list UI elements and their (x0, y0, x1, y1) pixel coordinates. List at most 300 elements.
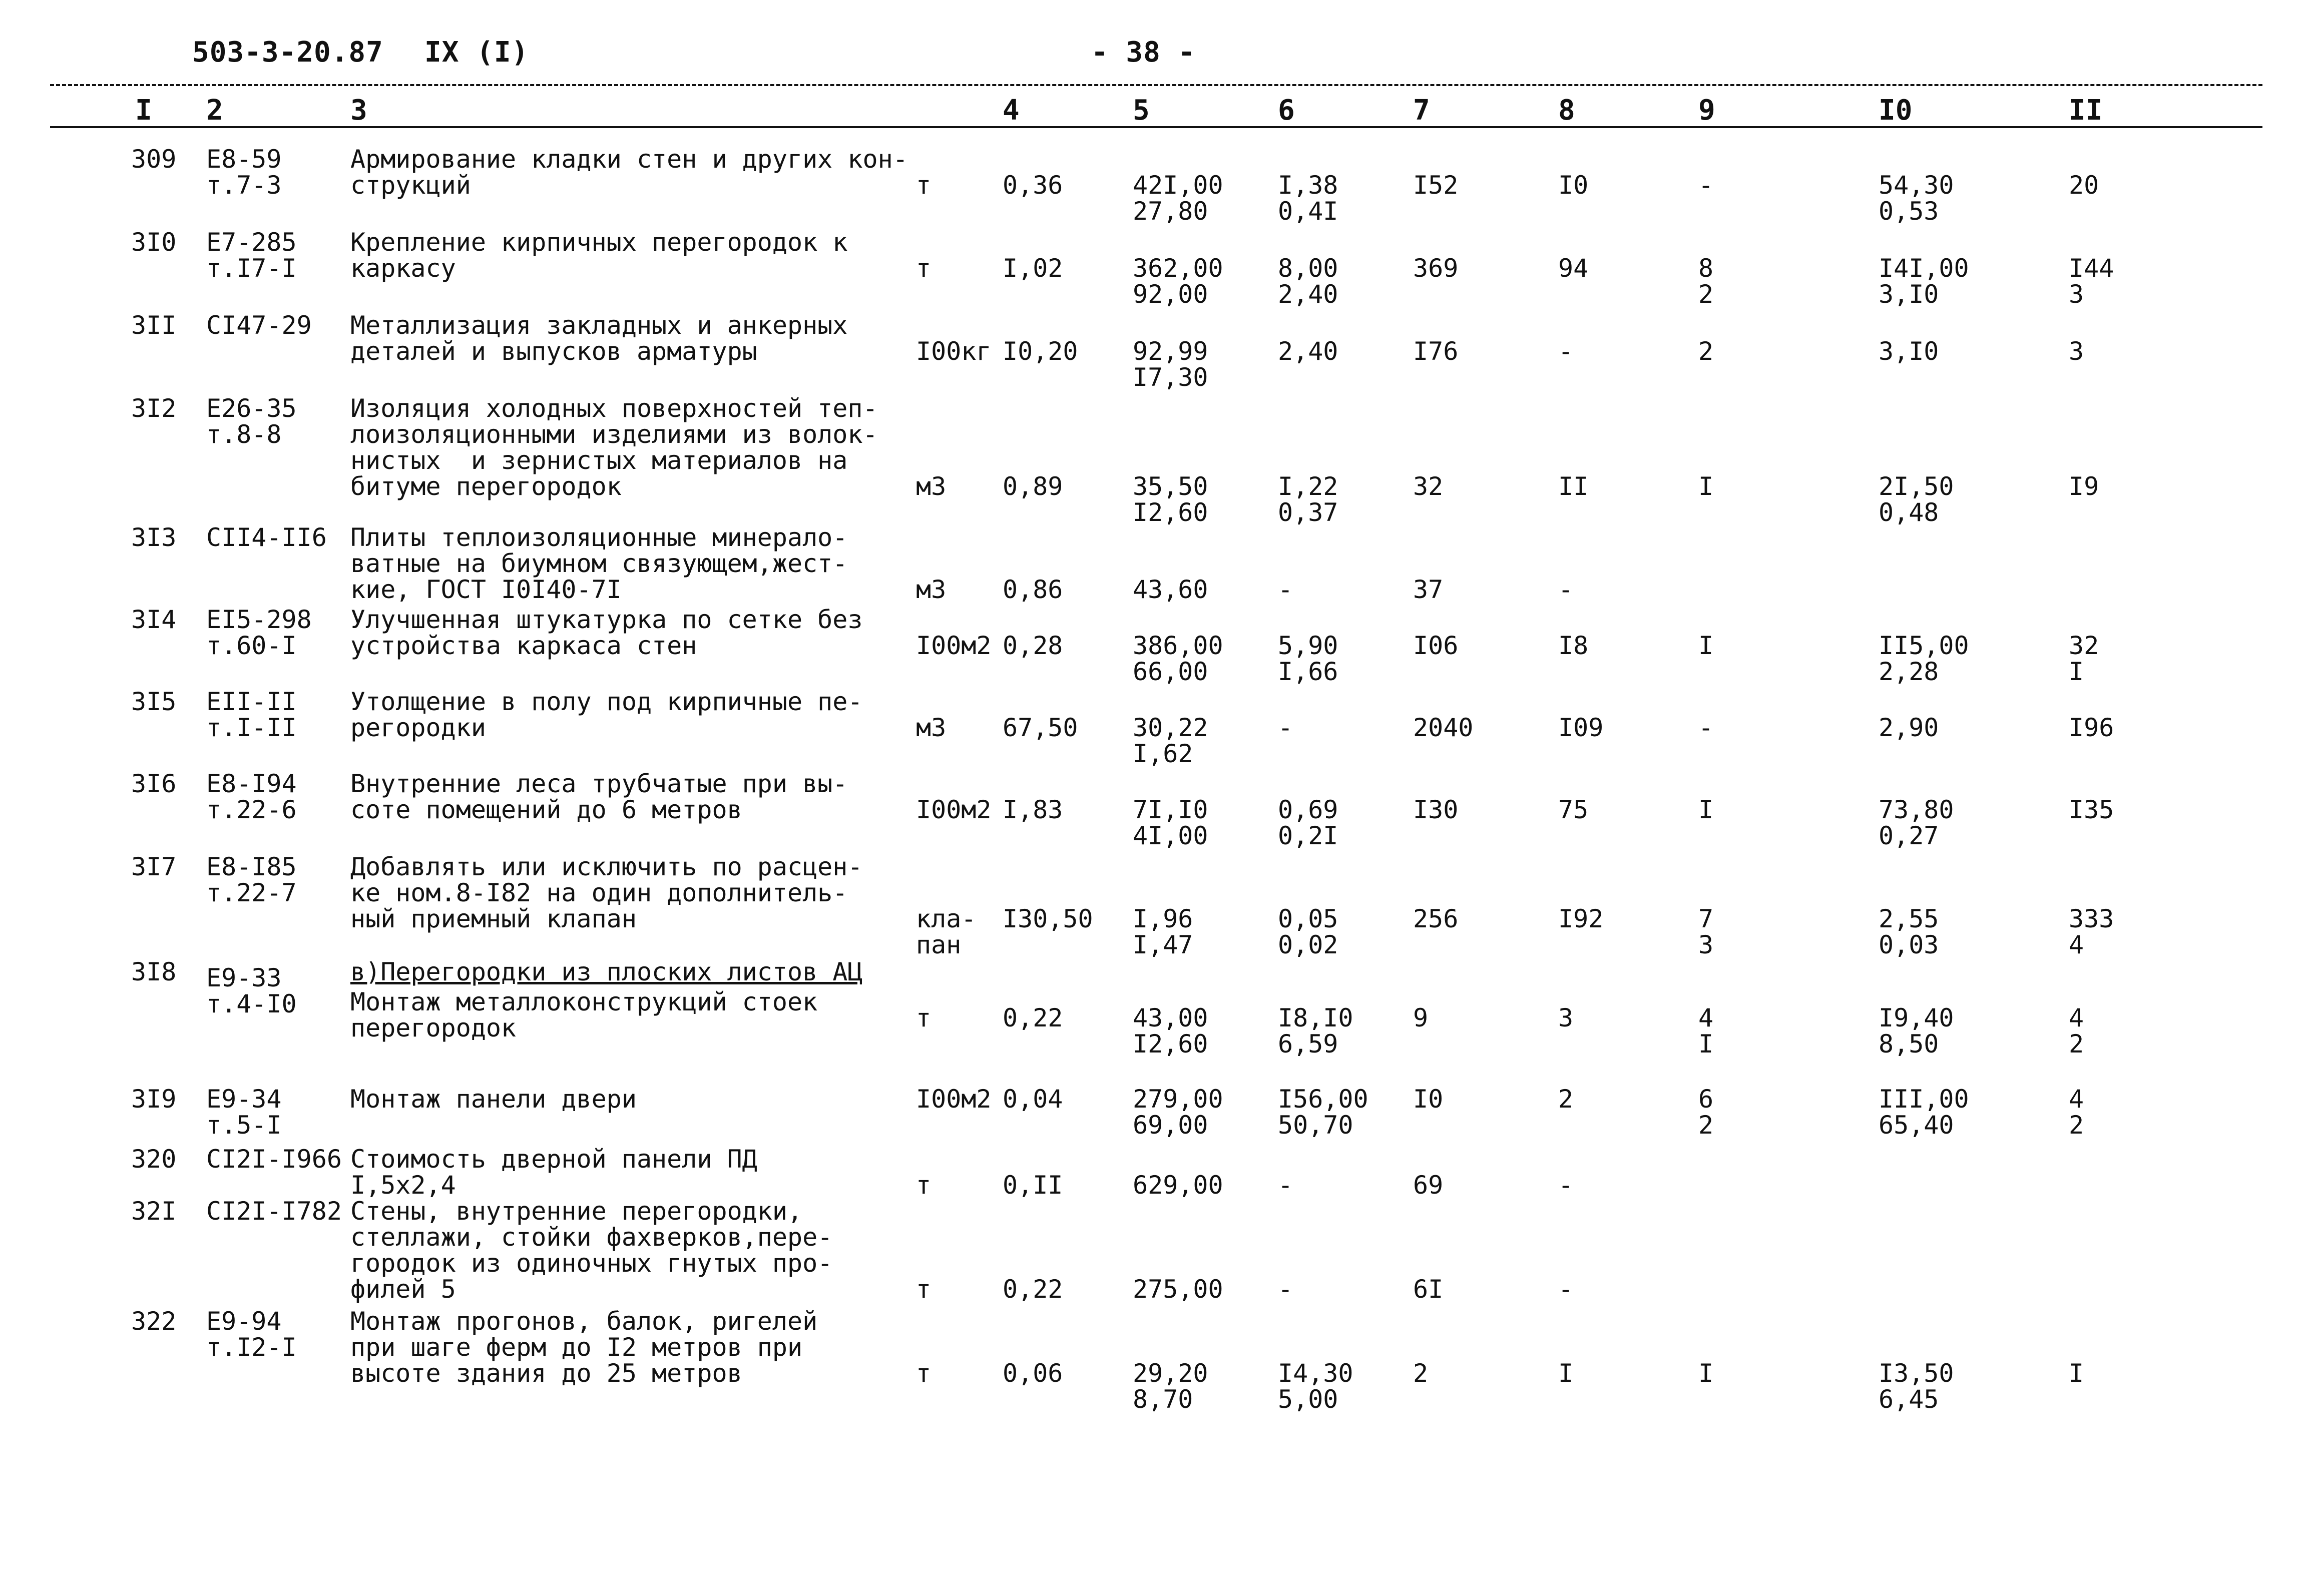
machine-total-line: 4 (1698, 1003, 1714, 1032)
unit: т (916, 1003, 932, 1032)
total-cost: I76 (1413, 337, 1459, 366)
work-description-line: Монтаж панели двери (350, 1085, 637, 1114)
rate-code (206, 312, 312, 338)
work-description-line: Утолщение в полу под кирпичные пе- (350, 687, 863, 716)
work-description-line: стеллажи, стойки фахверков,пере- (350, 1223, 833, 1252)
header-rule (50, 84, 2262, 86)
labor-unit-line: 73,80 (1879, 795, 1954, 824)
machine-total-line: 3 (1698, 930, 1714, 959)
wages-total: 2 (1558, 1085, 1574, 1114)
machine-total-line: I (1698, 1029, 1714, 1058)
item-number: 3I2 (131, 394, 177, 423)
labor-unit-line: 0,03 (1879, 930, 1939, 959)
work-description (350, 1086, 637, 1112)
machine-cost-line: - (1278, 1275, 1293, 1304)
work-description-line: Металлизация закладных и анкерных (350, 311, 848, 340)
machine-cost (1278, 1005, 1353, 1057)
labor-total (2069, 633, 2099, 685)
machine-total-line: - (1698, 713, 1714, 742)
unit: м3 (916, 713, 947, 742)
rate-code-line: Е7-285 (206, 228, 297, 257)
labor-total-line: I (2069, 657, 2084, 686)
quantity: 0,04 (1003, 1085, 1063, 1114)
work-description (350, 524, 847, 603)
machine-cost-line: 50,70 (1278, 1111, 1353, 1140)
labor-total-line: I35 (2069, 795, 2114, 824)
unit-cost-line: I,47 (1133, 930, 1193, 959)
labor-unit-line: 3,I0 (1879, 280, 1939, 309)
machine-cost-line: 0,02 (1278, 930, 1338, 959)
machine-total (1698, 906, 1713, 958)
work-description-line: Крепление кирпичных перегородок к (350, 228, 848, 257)
machine-total (1698, 255, 1713, 307)
labor-total-line: 4 (2069, 1085, 2084, 1114)
rate-code-line: Е9-34 (206, 1085, 282, 1114)
work-description (350, 1198, 832, 1302)
labor-total-line: 4 (2069, 1003, 2084, 1032)
unit: т (916, 1171, 932, 1200)
unit: т (916, 254, 932, 283)
column-number: 5 (1133, 94, 1150, 127)
work-description (350, 1146, 757, 1198)
labor-unit-line: I9,40 (1879, 1003, 1954, 1032)
labor-unit-line: 2,90 (1879, 713, 1939, 742)
item-number: 320 (131, 1145, 177, 1174)
work-description (350, 989, 817, 1041)
labor-unit-line: 2,28 (1879, 657, 1939, 686)
machine-total-line: 8 (1698, 254, 1714, 283)
rate-code-line: т.22-7 (206, 878, 297, 907)
machine-total-line: 6 (1698, 1085, 1714, 1114)
unit: I00м2 (916, 1085, 992, 1114)
unit: т (916, 171, 932, 200)
machine-cost-line: I8,I0 (1278, 1003, 1353, 1032)
machine-total-line: 2 (1698, 280, 1714, 309)
total-cost: 2 (1413, 1359, 1429, 1388)
unit-cost-line: 35,50 (1133, 472, 1208, 501)
volume-label: IX (I) (424, 36, 529, 69)
unit (916, 906, 976, 958)
total-cost: 32 (1413, 472, 1444, 501)
labor-total-line: 2 (2069, 1111, 2084, 1140)
column-number: I0 (1879, 94, 1913, 127)
rate-code (206, 524, 327, 551)
unit-cost-line: 386,00 (1133, 631, 1223, 660)
work-description-line: битуме перегородок (350, 472, 622, 501)
quantity: 0,86 (1003, 575, 1063, 604)
rate-code (206, 689, 297, 741)
labor-total-line: 4 (2069, 930, 2084, 959)
labor-unit-line: 8,50 (1879, 1029, 1939, 1058)
labor-unit (1879, 633, 1969, 685)
machine-total-line: - (1698, 171, 1714, 200)
item-number: 3I4 (131, 605, 177, 634)
work-description-line: Стоимость дверной панели ПД (350, 1145, 757, 1174)
total-cost: 9 (1413, 1003, 1429, 1032)
unit-cost (1133, 797, 1208, 849)
quantity: 67,50 (1003, 713, 1078, 742)
labor-total (2069, 797, 2114, 823)
unit-cost-line: I,96 (1133, 904, 1193, 933)
machine-cost-line: 2,40 (1278, 337, 1338, 366)
labor-total-line: 2 (2069, 1029, 2084, 1058)
machine-total-line: I (1698, 631, 1714, 660)
work-description-line: Добавлять или исключить по расцен- (350, 852, 863, 881)
unit-cost (1133, 633, 1223, 685)
labor-unit-line: 0,27 (1879, 821, 1939, 850)
labor-unit (1879, 473, 1954, 525)
machine-cost-line: 0,4I (1278, 197, 1338, 226)
work-description-line: филей 5 (350, 1275, 456, 1304)
wages-total: I (1558, 1359, 1574, 1388)
item-number: 309 (131, 145, 177, 174)
unit: м3 (916, 575, 947, 604)
rate-code (206, 771, 297, 823)
unit-cost-line: 8,70 (1133, 1385, 1193, 1414)
doc-code: 503-3-20.87 (192, 36, 383, 69)
work-description (350, 854, 863, 932)
rate-code-line: СI47-29 (206, 311, 312, 340)
unit-cost-line: 66,00 (1133, 657, 1208, 686)
machine-cost (1278, 473, 1338, 525)
machine-total (1698, 473, 1713, 499)
labor-total (2069, 715, 2114, 741)
rate-code-line: т.7-3 (206, 171, 282, 200)
unit-cost-line: 92,99 (1133, 337, 1208, 366)
labor-unit (1879, 797, 1954, 849)
rate-code-line: Е9-94 (206, 1307, 282, 1336)
work-description (350, 312, 847, 364)
unit-line: кла- (916, 904, 977, 933)
quantity: 0,22 (1003, 1003, 1063, 1032)
work-description-line: нистых и зернистых материалов на (350, 446, 848, 475)
rate-code-line: СI2I-I966 (206, 1145, 342, 1174)
labor-unit-line: 2I,50 (1879, 472, 1954, 501)
unit: I00м2 (916, 631, 992, 660)
unit: м3 (916, 472, 947, 501)
total-cost: 369 (1413, 254, 1459, 283)
work-description-line: Изоляция холодных поверхностей теп- (350, 394, 878, 423)
labor-unit (1879, 715, 1939, 741)
item-number: 3I6 (131, 769, 177, 798)
item-number: 3I0 (131, 228, 177, 257)
work-description (350, 607, 863, 659)
machine-cost-line: 0,69 (1278, 795, 1338, 824)
unit-cost (1133, 1172, 1223, 1198)
labor-unit-line: 54,30 (1879, 171, 1954, 200)
work-description-line: ке ном.8-I82 на один дополнитель- (350, 878, 848, 907)
quantity: 0,22 (1003, 1275, 1063, 1304)
labor-unit (1879, 906, 1939, 958)
labor-unit-line: I3,50 (1879, 1359, 1954, 1388)
machine-cost (1278, 715, 1293, 741)
work-description-line: при шаге ферм до I2 метров при (350, 1333, 803, 1362)
work-description-line: Внутренние леса трубчатые при вы- (350, 769, 848, 798)
total-cost: 2040 (1413, 713, 1474, 742)
work-description-line: городок из одиночных гнутых про- (350, 1249, 833, 1278)
machine-total-line: 2 (1698, 337, 1714, 366)
work-description-line: устройства каркаса стен (350, 631, 697, 660)
labor-unit-line: II5,00 (1879, 631, 1969, 660)
rate-code (206, 1198, 342, 1224)
machine-cost-line: I4,30 (1278, 1359, 1353, 1388)
item-number: 3I8 (131, 957, 177, 986)
labor-total-line: 333 (2069, 904, 2114, 933)
unit-cost-line: I,62 (1133, 739, 1193, 768)
total-cost: 69 (1413, 1171, 1444, 1200)
unit-cost-line: 7I,I0 (1133, 795, 1208, 824)
column-number: 4 (1003, 94, 1020, 127)
rate-code-line: ЕI5-298 (206, 605, 312, 634)
unit-cost (1133, 255, 1223, 307)
labor-unit-line: III,00 (1879, 1085, 1969, 1114)
unit-cost-line: 69,00 (1133, 1111, 1208, 1140)
quantity: 0,06 (1003, 1359, 1063, 1388)
section-title: в)Перегородки из плоских листов АЦ (350, 957, 863, 986)
work-description-line: кие, ГОСТ I0I40-7I (350, 575, 622, 604)
machine-cost-line: 2,40 (1278, 280, 1338, 309)
work-description-line: Монтаж прогонов, балок, ригелей (350, 1307, 818, 1336)
labor-total (2069, 473, 2099, 499)
rate-code-line: т.22-6 (206, 795, 297, 824)
total-cost: I0 (1413, 1085, 1444, 1114)
unit-cost-line: 43,00 (1133, 1003, 1208, 1032)
labor-total (2069, 1360, 2084, 1386)
rate-code-line: Е26-35 (206, 394, 297, 423)
wages-total: I0 (1558, 171, 1589, 200)
wages-total: - (1558, 1171, 1574, 1200)
unit-cost-line: 42I,00 (1133, 171, 1223, 200)
item-number: 3I9 (131, 1085, 177, 1114)
unit-cost (1133, 1276, 1223, 1302)
work-description-line: ный приемный клапан (350, 904, 637, 933)
column-number: I (135, 94, 152, 127)
quantity: I,83 (1003, 795, 1063, 824)
unit-cost (1133, 338, 1208, 390)
column-number: 3 (350, 94, 367, 127)
unit-cost-line: I2,60 (1133, 1029, 1208, 1058)
rate-code-line: СI2I-I782 (206, 1197, 342, 1226)
rate-code (206, 1308, 297, 1360)
unit-cost-line: 29,20 (1133, 1359, 1208, 1388)
labor-unit (1879, 1005, 1954, 1057)
unit-cost-line: 629,00 (1133, 1171, 1223, 1200)
rate-code-line: СII4-II6 (206, 523, 327, 552)
total-cost: I30 (1413, 795, 1459, 824)
rate-code-line: т.8-8 (206, 420, 282, 449)
machine-cost (1278, 338, 1338, 364)
rate-code-line: т.I-II (206, 713, 297, 742)
unit-cost-line: 43,60 (1133, 575, 1208, 604)
rate-code-line: т.I2-I (206, 1333, 297, 1362)
column-number: II (2069, 94, 2103, 127)
labor-total (2069, 255, 2114, 307)
labor-total-line: I (2069, 1359, 2084, 1388)
wages-total: I92 (1558, 904, 1604, 933)
unit-cost-line: 275,00 (1133, 1275, 1223, 1304)
unit: т (916, 1359, 932, 1388)
labor-total (2069, 172, 2099, 198)
work-description-line: каркасу (350, 254, 456, 283)
machine-cost-line: I,38 (1278, 171, 1338, 200)
machine-cost-line: 5,00 (1278, 1385, 1338, 1414)
labor-total-line: 3 (2069, 337, 2084, 366)
rate-code-line: т.5-I (206, 1111, 282, 1140)
column-number: 8 (1558, 94, 1575, 127)
unit-cost (1133, 1005, 1208, 1057)
labor-total-line: 32 (2069, 631, 2099, 660)
column-number: 7 (1413, 94, 1430, 127)
work-description-line: Монтаж металлоконструкций стоек (350, 987, 818, 1016)
rate-code-line: Е8-59 (206, 145, 282, 174)
machine-cost-line: 0,2I (1278, 821, 1338, 850)
work-description-line: Стены, внутренние перегородки, (350, 1197, 803, 1226)
work-description-line: Плиты теплоизоляционные минерало- (350, 523, 848, 552)
work-description-line: деталей и выпусков арматуры (350, 337, 757, 366)
total-cost: 37 (1413, 575, 1444, 604)
rate-code (206, 1146, 342, 1172)
machine-total (1698, 1086, 1713, 1138)
rate-code-line: т.I7-I (206, 254, 297, 283)
labor-unit (1879, 172, 1954, 224)
unit-cost (1133, 1086, 1223, 1138)
machine-cost-line: - (1278, 713, 1293, 742)
total-cost: 6I (1413, 1275, 1444, 1304)
rate-code-line: т.4-I0 (206, 989, 297, 1018)
wages-total: 3 (1558, 1003, 1574, 1032)
unit-line: пан (916, 930, 962, 959)
unit: I00кг (916, 337, 992, 366)
labor-total (2069, 1005, 2084, 1057)
wages-total: 94 (1558, 254, 1589, 283)
total-cost: I52 (1413, 171, 1459, 200)
machine-total (1698, 1360, 1713, 1386)
rate-code-line: т.60-I (206, 631, 297, 660)
work-description (350, 229, 847, 281)
rate-code (206, 229, 297, 281)
machine-cost (1278, 255, 1338, 307)
quantity: 0,89 (1003, 472, 1063, 501)
work-description (350, 1308, 817, 1386)
quantity: I0,20 (1003, 337, 1078, 366)
machine-total-line: 7 (1698, 904, 1714, 933)
machine-total (1698, 1005, 1713, 1057)
machine-cost-line: 0,05 (1278, 904, 1338, 933)
labor-total-line: I96 (2069, 713, 2114, 742)
labor-unit-line: 65,40 (1879, 1111, 1954, 1140)
labor-total (2069, 906, 2114, 958)
quantity: I,02 (1003, 254, 1063, 283)
machine-total-line: 2 (1698, 1111, 1714, 1140)
unit-cost-line: 4I,00 (1133, 821, 1208, 850)
unit-cost-line: 279,00 (1133, 1085, 1223, 1114)
work-description-line: I,5х2,4 (350, 1171, 456, 1200)
labor-total-line: I9 (2069, 472, 2099, 501)
wages-total: II (1558, 472, 1589, 501)
labor-total-line: I44 (2069, 254, 2114, 283)
work-description-line: струкций (350, 171, 471, 200)
item-number: 3I5 (131, 687, 177, 716)
machine-total-line: I (1698, 795, 1714, 824)
work-description-line: Улучшенная штукатурка по сетке без (350, 605, 863, 634)
machine-cost-line: I56,00 (1278, 1085, 1368, 1114)
work-description-line: Армирование кладки стен и других кон- (350, 145, 908, 174)
item-number: 32I (131, 1197, 177, 1226)
work-description-line: перегородок (350, 1013, 517, 1042)
work-description (350, 146, 908, 198)
page-number: - 38 - (1091, 36, 1196, 69)
work-description-line: регородки (350, 713, 486, 742)
unit-cost (1133, 172, 1223, 224)
machine-cost-line: I,66 (1278, 657, 1338, 686)
machine-cost-line: 8,00 (1278, 254, 1338, 283)
item-number: 3I7 (131, 852, 177, 881)
item-number: 3II (131, 311, 177, 340)
work-description-line: лоизоляционными изделиями из волок- (350, 420, 878, 449)
machine-cost-line: 0,37 (1278, 498, 1338, 527)
labor-unit (1879, 255, 1969, 307)
machine-total (1698, 633, 1713, 659)
rate-code (206, 146, 282, 198)
machine-cost (1278, 797, 1338, 849)
unit-cost-line: 92,00 (1133, 280, 1208, 309)
unit: т (916, 1275, 932, 1304)
rate-code-line: Е8-I94 (206, 769, 297, 798)
machine-cost (1278, 577, 1293, 603)
machine-cost-line: 6,59 (1278, 1029, 1338, 1058)
machine-cost (1278, 1276, 1293, 1302)
wages-total: - (1558, 337, 1574, 366)
unit-cost-line: I2,60 (1133, 498, 1208, 527)
labor-total-line: 20 (2069, 171, 2099, 200)
labor-unit (1879, 338, 1939, 364)
labor-unit-line: 0,53 (1879, 197, 1939, 226)
machine-total-line: I (1698, 1359, 1714, 1388)
labor-total-line: 3 (2069, 280, 2084, 309)
unit: I00м2 (916, 795, 992, 824)
rate-code (206, 965, 297, 1017)
labor-unit (1879, 1086, 1969, 1138)
rate-code (206, 854, 297, 906)
machine-cost (1278, 1086, 1368, 1138)
unit-cost-line: 362,00 (1133, 254, 1223, 283)
machine-cost (1278, 633, 1338, 685)
column-number: 2 (206, 94, 223, 127)
machine-cost-line: - (1278, 575, 1293, 604)
labor-unit-line: 0,48 (1879, 498, 1939, 527)
rate-code (206, 607, 312, 659)
labor-unit-line: I4I,00 (1879, 254, 1969, 283)
wages-total: 75 (1558, 795, 1589, 824)
work-description-line: ватные на биумном связующем,жест- (350, 549, 848, 578)
rate-code-line: Е8-I85 (206, 852, 297, 881)
work-description (350, 395, 878, 499)
machine-total-line: I (1698, 472, 1714, 501)
unit-cost (1133, 715, 1208, 767)
column-number: 9 (1698, 94, 1715, 127)
unit-cost-line: 27,80 (1133, 197, 1208, 226)
unit-cost (1133, 906, 1193, 958)
quantity: 0,36 (1003, 171, 1063, 200)
unit-cost (1133, 473, 1208, 525)
machine-cost (1278, 906, 1338, 958)
rate-code-line: ЕII-II (206, 687, 297, 716)
work-description (350, 771, 847, 823)
unit-cost-line: 30,22 (1133, 713, 1208, 742)
wages-total: I8 (1558, 631, 1589, 660)
total-cost: 256 (1413, 904, 1459, 933)
unit-cost (1133, 1360, 1208, 1412)
